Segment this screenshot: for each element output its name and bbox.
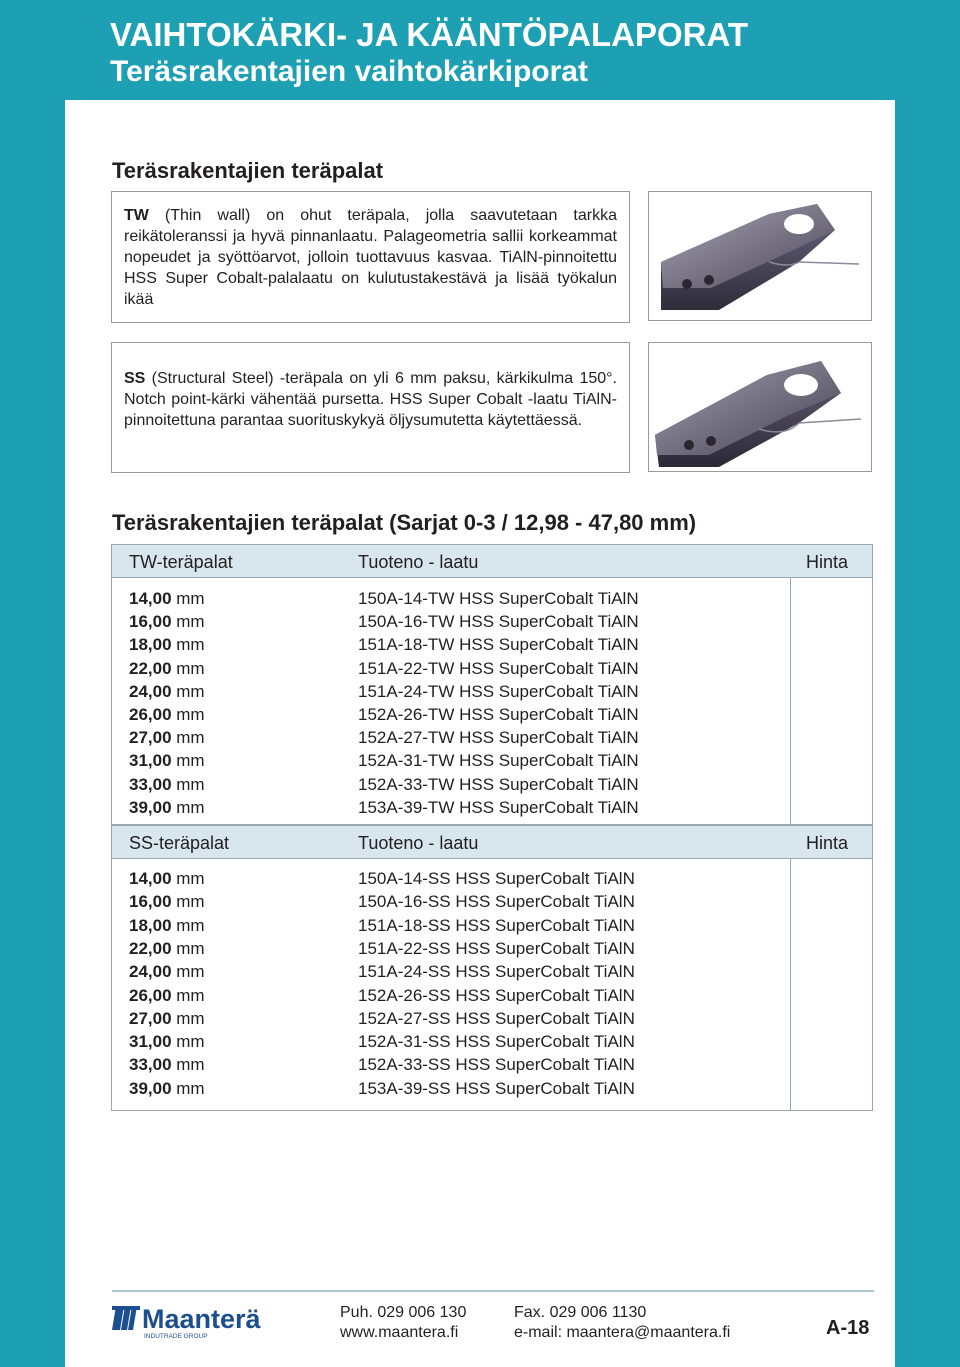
product-code-cell: 153A-39-TW HSS SuperCobalt TiAlN xyxy=(358,797,639,817)
table-row xyxy=(112,986,874,1009)
size-value: 33,00 xyxy=(129,1055,172,1075)
footer-web[interactable]: www.maantera.fi xyxy=(340,1324,459,1341)
table-row xyxy=(112,962,874,985)
ss-insert-image xyxy=(648,342,872,472)
size-unit: mm xyxy=(171,1032,205,1052)
maantera-logo xyxy=(112,1300,282,1340)
table-row xyxy=(112,705,874,728)
size-unit: mm xyxy=(171,1008,205,1028)
size-unit: mm xyxy=(171,728,205,748)
size-cell xyxy=(129,892,205,912)
size-cell xyxy=(129,775,205,795)
table-row xyxy=(112,751,874,774)
page-title: VAIHTOKÄRKI- JA KÄÄNTÖPALAPORAT xyxy=(110,16,748,53)
size-cell xyxy=(129,939,205,959)
size-unit: mm xyxy=(171,985,205,1005)
size-cell xyxy=(129,1055,205,1075)
table-row xyxy=(112,728,874,751)
table-row xyxy=(112,775,874,798)
tw-col-size: TW-teräpalat xyxy=(129,552,233,572)
table-row xyxy=(112,869,874,892)
ss-table-header xyxy=(111,825,873,859)
table-row xyxy=(112,916,874,939)
size-value: 14,00 xyxy=(129,869,172,888)
size-cell xyxy=(129,798,205,818)
size-unit: mm xyxy=(171,938,205,958)
table-row xyxy=(112,1079,874,1102)
size-unit: mm xyxy=(171,635,205,655)
ss-description xyxy=(111,342,630,473)
size-unit: mm xyxy=(171,892,205,912)
size-cell xyxy=(129,962,205,982)
product-code-cell: 152A-33-SS HSS SuperCobalt TiAlN xyxy=(358,1055,635,1075)
product-code-cell: 152A-26-TW HSS SuperCobalt TiAlN xyxy=(358,705,639,724)
tw-insert-image xyxy=(648,191,872,321)
table-row xyxy=(112,892,874,915)
product-code-cell: 152A-27-TW HSS SuperCobalt TiAlN xyxy=(358,728,639,748)
section-heading: Teräsrakentajien teräpalat xyxy=(112,158,384,183)
size-value: 24,00 xyxy=(129,681,172,701)
product-code-cell: 151A-18-TW HSS SuperCobalt TiAlN xyxy=(358,635,639,655)
size-unit: mm xyxy=(171,962,205,982)
footer-phone: Puh. 029 006 130 xyxy=(340,1304,467,1321)
product-code-cell: 152A-33-TW HSS SuperCobalt TiAlN xyxy=(358,774,639,794)
table-row xyxy=(112,1032,874,1055)
size-value: 26,00 xyxy=(129,985,172,1005)
left-margin-band xyxy=(0,0,65,1367)
product-code-cell: 151A-22-TW HSS SuperCobalt TiAlN xyxy=(358,658,639,678)
size-unit: mm xyxy=(171,751,205,771)
size-cell xyxy=(129,659,205,679)
tw-col-price: Hinta xyxy=(806,552,849,572)
product-code-cell: 151A-18-SS HSS SuperCobalt TiAlN xyxy=(358,915,635,935)
ss-lead: SS xyxy=(124,370,146,387)
size-cell xyxy=(129,728,205,748)
size-unit: mm xyxy=(171,589,205,608)
size-value: 18,00 xyxy=(129,915,172,935)
size-unit: mm xyxy=(171,705,205,724)
size-unit: mm xyxy=(171,869,205,888)
table-row xyxy=(112,612,874,635)
product-code-cell: 152A-27-SS HSS SuperCobalt TiAlN xyxy=(358,1008,635,1028)
size-cell xyxy=(129,705,205,725)
size-cell xyxy=(129,751,205,771)
table-row xyxy=(112,1055,874,1078)
size-value: 26,00 xyxy=(129,705,172,724)
ss-text: (Structural Steel) -teräpala on yli 6 mm paksu, kärkikulma 150°. Notch point-kärki vähentää pursetta. HSS Super Cobalt -laatu TiAlN-pinnoitettuna parantaa suorituskykyä öljysumutetta käytettäessä. xyxy=(124,370,617,429)
product-code-cell: 150A-16-TW HSS SuperCobalt TiAlN xyxy=(358,612,639,632)
size-value: 31,00 xyxy=(129,1032,172,1052)
size-value: 22,00 xyxy=(129,938,172,958)
footer-fax: Fax. 029 006 1130 xyxy=(514,1304,647,1321)
size-unit: mm xyxy=(171,612,205,632)
size-value: 27,00 xyxy=(129,1008,172,1028)
size-unit: mm xyxy=(171,658,205,678)
size-cell xyxy=(129,635,205,655)
tw-lead: TW xyxy=(124,207,149,224)
table-row xyxy=(112,1009,874,1032)
ss-col-code: Tuoteno - laatu xyxy=(358,833,479,853)
page-subtitle: Teräsrakentajien vaihtokärkiporat xyxy=(110,55,588,88)
size-value: 18,00 xyxy=(129,635,172,655)
size-value: 33,00 xyxy=(129,774,172,794)
ss-col-price: Hinta xyxy=(806,833,849,853)
size-unit: mm xyxy=(171,774,205,794)
table-row xyxy=(112,659,874,682)
size-value: 16,00 xyxy=(129,892,172,912)
page-number: A-18 xyxy=(826,1317,870,1339)
logo-wordmark: Maanterä xyxy=(142,1304,261,1334)
ss-col-size: SS-teräpalat xyxy=(129,833,230,853)
table-row xyxy=(112,798,874,821)
product-code-cell: 150A-16-SS HSS SuperCobalt TiAlN xyxy=(358,892,635,912)
size-cell xyxy=(129,682,205,702)
size-unit: mm xyxy=(171,1078,205,1098)
size-value: 14,00 xyxy=(129,589,172,608)
product-code-cell: 153A-39-SS HSS SuperCobalt TiAlN xyxy=(358,1078,635,1098)
product-code-cell: 150A-14-SS HSS SuperCobalt TiAlN xyxy=(358,869,635,888)
table-row xyxy=(112,682,874,705)
size-value: 22,00 xyxy=(129,658,172,678)
product-code-cell: 152A-31-SS HSS SuperCobalt TiAlN xyxy=(358,1032,635,1052)
product-code-cell: 151A-24-SS HSS SuperCobalt TiAlN xyxy=(358,962,635,982)
size-value: 31,00 xyxy=(129,751,172,771)
tw-description xyxy=(111,191,630,323)
size-cell xyxy=(129,612,205,632)
product-code-cell: 152A-26-SS HSS SuperCobalt TiAlN xyxy=(358,985,635,1005)
size-cell xyxy=(129,916,205,936)
size-cell xyxy=(129,1079,205,1099)
table-row xyxy=(112,939,874,962)
tw-table-body xyxy=(111,577,873,825)
table-row xyxy=(112,635,874,658)
tw-table-header xyxy=(111,544,873,578)
product-code-cell: 152A-31-TW HSS SuperCobalt TiAlN xyxy=(358,751,639,771)
tw-text: (Thin wall) on ohut teräpala, jolla saavutetaan tarkka reikätoleranssi ja hyvä pinnanlaatu. Palageometria sallii korkeammat nopeudet ja syöttöarvot, jolloin tuottavuus kasvaa. TiAlN-pinnoitettu HSS Super Cobalt-palalaatu on kulutustakestävä ja lisää työkalun ikää xyxy=(124,207,617,308)
logo-subtext: INDUTRADE GROUP xyxy=(144,1333,208,1340)
size-cell xyxy=(129,986,205,1006)
right-margin-band xyxy=(895,0,960,1367)
tw-col-code: Tuoteno - laatu xyxy=(358,552,479,572)
product-code-cell: 151A-22-SS HSS SuperCobalt TiAlN xyxy=(358,938,635,958)
size-unit: mm xyxy=(171,681,205,701)
size-unit: mm xyxy=(171,797,205,817)
table-heading: Teräsrakentajien teräpalat (Sarjat 0-3 / 12,98 - 47,80 mm) xyxy=(112,510,697,535)
product-code-cell: 151A-24-TW HSS SuperCobalt TiAlN xyxy=(358,681,639,701)
size-value: 27,00 xyxy=(129,728,172,748)
size-value: 39,00 xyxy=(129,797,172,817)
table-row xyxy=(112,589,874,612)
ss-table-body xyxy=(111,858,873,1111)
size-value: 24,00 xyxy=(129,962,172,982)
size-cell xyxy=(129,589,205,609)
product-code-cell: 150A-14-TW HSS SuperCobalt TiAlN xyxy=(358,589,639,608)
size-unit: mm xyxy=(171,915,205,935)
size-cell xyxy=(129,1032,205,1052)
size-unit: mm xyxy=(171,1055,205,1075)
footer-email[interactable]: e-mail: maantera@maantera.fi xyxy=(514,1324,731,1341)
size-value: 39,00 xyxy=(129,1078,172,1098)
footer-divider xyxy=(112,1290,874,1292)
size-cell xyxy=(129,1009,205,1029)
size-cell xyxy=(129,869,205,889)
size-value: 16,00 xyxy=(129,612,172,632)
